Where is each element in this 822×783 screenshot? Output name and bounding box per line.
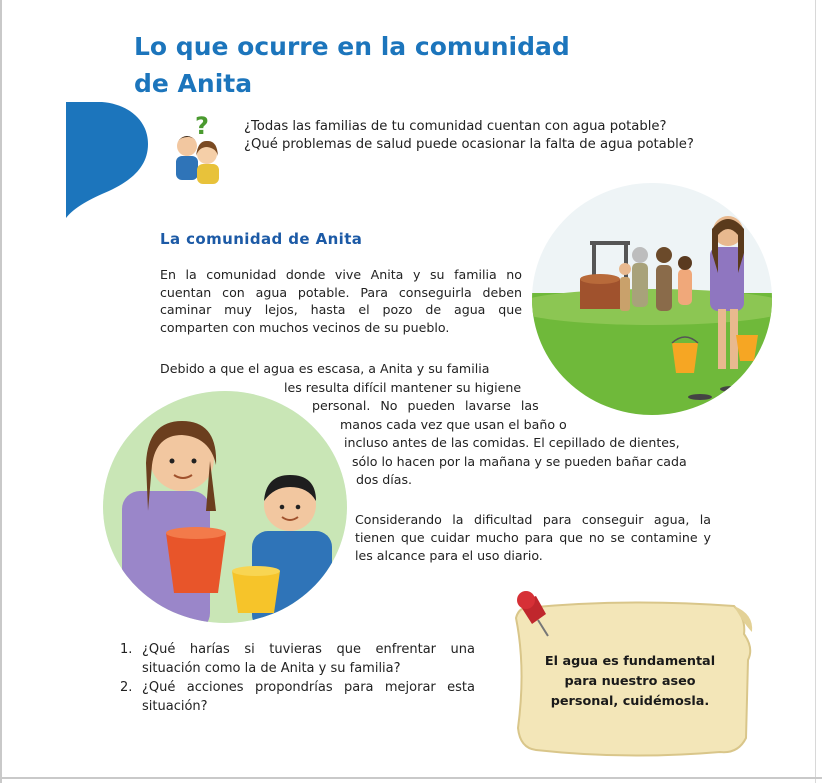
intro-question-1: ¿Todas las familias de tu comunidad cuentan con agua potable? — [244, 119, 667, 134]
activity-text: ¿Qué acciones propondrías para mejorar esta situación? — [142, 680, 475, 714]
activity-item — [120, 678, 475, 716]
page-right-border — [815, 0, 816, 783]
paragraph-1: En la comunidad donde vive Anita y su familia no cuentan con agua potable. Para conseguirla deben caminar muy lejos, hasta el pozo de agua que comparten con muchos vecinos de su pueblo. — [160, 267, 522, 335]
activity-number: 1. — [120, 642, 133, 657]
activity-text: ¿Qué harías si tuvieras que enfrentar una situación como la de Anita y su familia? — [142, 642, 475, 676]
paragraph-2-line: incluso antes de las comidas. El cepillado de dientes, — [344, 435, 680, 450]
paragraph-3: Considerando la dificultad para conseguir agua, la tienen que cuidar mucho para que no se contamine y les alcance para el uso diario. — [355, 512, 711, 563]
paragraph-2-line: personal. No pueden lavarse las — [312, 398, 539, 413]
paragraph-2-line: Debido a que el agua es escasa, a Anita y su familia — [160, 361, 490, 376]
question-mark-icon — [170, 112, 226, 186]
blue-tab-decoration — [66, 102, 148, 220]
paragraph-2-line: les resulta difícil mantener su higiene — [284, 379, 522, 395]
page-title-line-2: de Anita — [134, 69, 253, 98]
activity-number: 2. — [120, 680, 133, 695]
page-left-border — [0, 0, 2, 783]
kids-illustration — [102, 391, 348, 623]
intro-questions — [244, 118, 694, 154]
section-subtitle: La comunidad de Anita — [160, 230, 363, 248]
paragraph-2-line: manos cada vez que usan el baño o — [340, 416, 567, 432]
activity-item — [120, 640, 475, 678]
paragraph-2-line: sólo lo hacen por la mañana y se pueden bañar cada — [352, 453, 687, 469]
note-text: El agua es fundamental para nuestro aseo personal, cuidémosla. — [544, 654, 716, 709]
svg-text:?: ? — [195, 112, 209, 140]
page-title — [134, 28, 570, 102]
page-title-line-1: Lo que ocurre en la comunidad — [134, 32, 570, 61]
intro-question-2: ¿Qué problemas de salud puede ocasionar la falta de agua potable? — [244, 137, 694, 152]
activity-questions — [120, 640, 475, 716]
page-bottom-border — [0, 777, 822, 779]
paragraph-2-line: dos días. — [356, 472, 413, 487]
